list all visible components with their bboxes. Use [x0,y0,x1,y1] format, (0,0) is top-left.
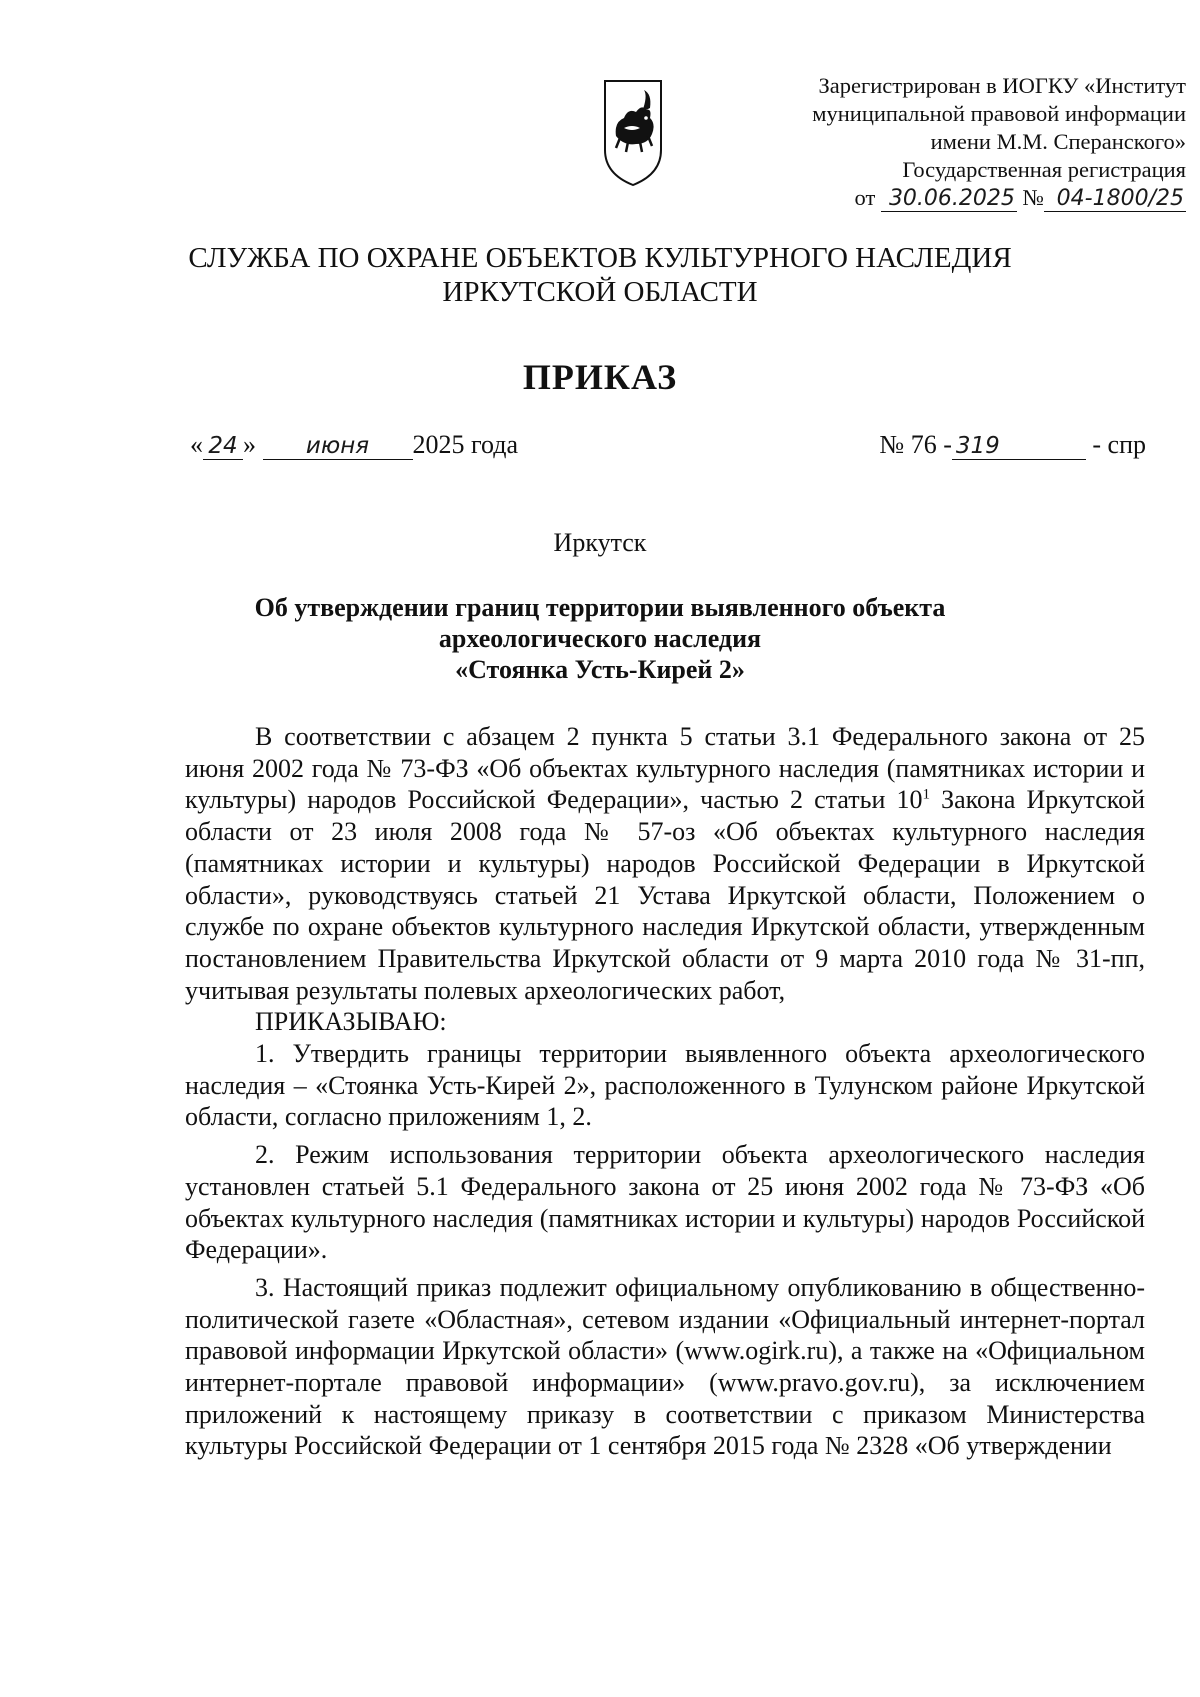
registration-line: муниципальной правовой информации [812,101,1186,126]
reg-number-handwritten: 04-1800/25 [1044,187,1186,212]
reg-from-label: от [854,185,876,210]
registration-line: имени М.М. Сперанского» [930,129,1186,154]
city: Иркутск [553,528,647,557]
registration-block [666,72,1186,212]
document-body [185,721,1145,1462]
subject-line: археологического наследия [438,624,762,653]
reg-date-handwritten: 30.06.2025 [881,187,1017,212]
document-title: ПРИКАЗ [522,357,678,397]
order-number [879,430,1146,460]
date-day-handwritten: 24 [203,433,243,460]
order-item-3: 3. Настоящий приказ подлежит официальному опубликованию в общественно-политической газете «Областная», сетевом издании «Официальный интернет-портал правовой информации Иркутской области» (www.ogirk.ru), а также на «Официальном интернет-портале правовой информации» (www.pravo.gov.ru), за исключением приложений к настоящему приказу в соответствии с приказом Министерства культуры Российской Федерации от 1 сентября 2015 года № 2328 «Об утверждении [185,1272,1145,1461]
order-number-prefix: № 76 - [879,430,952,459]
subject-line: «Стоянка Усть-Кирей 2» [455,655,745,684]
reg-no-label: № [1022,185,1044,210]
superscript: 1 [922,786,930,803]
order-word: ПРИКАЗЫВАЮ: [255,1007,447,1037]
preamble-text: В соответствии с абзацем 2 пункта 5 статьи 3.1 Федерального закона от 25 июня 2002 года № 73-ФЗ «Об объектах культурного наследия (памятниках истории и культуры) народов Российской Федерации», частью 2 статьи 10 [185,722,1145,815]
date-quote: » [243,430,256,459]
agency-line: ИРКУТСКОЙ ОБЛАСТИ [442,276,758,308]
order-item-2: 2. Режим использования территории объекта археологического наследия установлен статьей 5.1 Федерального закона от 25 июня 2002 года № 73-ФЗ «Об объектах культурного наследия (памятниках истории и культуры) народов Российской Федерации». [185,1140,1145,1265]
registration-number-line [666,184,1186,212]
preamble-paragraph [185,721,1145,1006]
document-date [190,430,518,460]
subject-line: Об утверждении границ территории выявленного объекта [254,593,946,622]
preamble-text: Закона Иркутской области от 23 июля 2008 года № 57-оз «Об объектах культурного наследия (памятниках истории и культуры) народов Российской Федерации в Иркутской области», руководствуясь статьей 21 Устава Иркутской области, Положением о службе по охране объектов культурного наследия Иркутской области, утвержденным постановлением Правительства Иркутской области от 9 марта 2010 года № 31-пп, учитывая результаты полевых археологических работ, [185,785,1145,1005]
registration-line: Зарегистрирован в ИОГКУ «Институт [818,73,1186,98]
order-item-1: 1. Утвердить границы территории выявленного объекта археологического наследия – «Стоянка Усть-Кирей 2», расположенного в Тулунском районе Иркутской области, согласно приложениям 1, 2. [185,1039,1145,1132]
order-number-handwritten: 319 [952,433,1086,460]
date-month-handwritten: июня [263,433,413,460]
order-number-suffix: - спр [1092,430,1146,459]
document-subject [0,592,1200,685]
registration-line: Государственная регистрация [902,157,1186,182]
date-year: 2025 года [412,430,519,459]
agency-line: СЛУЖБА ПО ОХРАНЕ ОБЪЕКТОВ КУЛЬТУРНОГО НАСЛЕДИЯ [188,242,1012,274]
agency-name [0,241,1200,309]
coat-of-arms-icon [602,78,664,188]
date-quote: « [190,430,203,459]
